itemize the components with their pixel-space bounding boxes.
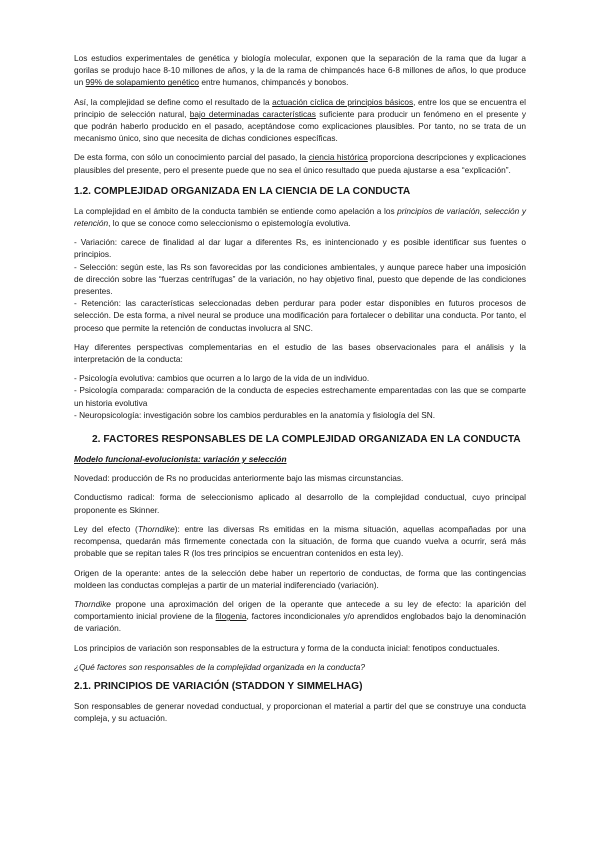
paragraph-complexity-definition (74, 96, 526, 145)
paragraph-historical-science (74, 151, 526, 175)
text: , factores incondicionales y/o aprendidos englobados bajo la denominación de variación. (74, 611, 527, 634)
text: Ley del efecto ( (74, 523, 138, 534)
list-item: - Neuropsicología: investigación sobre los cambios perdurables en la anatomía y fisiología del SN. (74, 409, 436, 420)
list-item: - Psicología evolutiva: cambios que ocurren a lo largo de la vida de un individuo. (74, 373, 370, 384)
underlined-term: 99% de solapamiento genético (85, 77, 200, 88)
paragraph-thorndike (74, 598, 526, 635)
list-item: - Psicología comparada: comparación de la conducta de especies estrechamente emparentadas con las que se comparte un historia evolutiva (74, 385, 526, 408)
subheading-model: Modelo funcional-evolucionista: variación y selección (74, 454, 287, 465)
paragraph-radical-behaviorism: Conductismo radical: forma de seleccionismo aplicado al desarrollo de la complejidad conductual, cuyo principal proponente es Skinner. (74, 492, 526, 515)
paragraph-genetics (74, 52, 526, 89)
underlined-term: actuación cíclica de principios básicos (272, 96, 414, 107)
list-item: - Variación: carece de finalidad al dar lugar a diferentes Rs, es inintencionado y es posible identificar sus fuentes o principios. (74, 237, 526, 260)
paragraph-law-of-effect (74, 523, 526, 560)
section-heading-2-1: 2.1. PRINCIPIOS DE VARIACIÓN (STADDON Y SIMMELHAG) (74, 680, 363, 692)
text: ): entre las diversas Rs emitidas en la misma situación, aquellas acompañadas por una recompensa, quedarán más firmemente conectada con la situación, de forma que cuando vuelva a ocurrir, será más probable que se repitan tales R (los tres principios se encuentran contenidos en esta ley). (74, 523, 526, 559)
text: entre humanos, chimpancés y bonobos. (199, 77, 349, 88)
text: proporciona descripciones y explicaciones plausibles del presente, pero el presente puede que no sea el único resultado que pueda ajustarse a esa “explicación”. (74, 152, 527, 175)
section-heading-1-2: 1.2. COMPLEJIDAD ORGANIZADA EN LA CIENCIA DE LA CONDUCTA (74, 185, 411, 197)
text: La complejidad en el ámbito de la conducta también se entiende como apelación a los (74, 205, 398, 216)
paragraph-novelty-generation: Son responsables de generar novedad conductual, y proporcionan el material a partir del que se construye una conducta compleja, y su actuación. (74, 700, 526, 724)
italic-term: principios de variación, selección y retención (74, 205, 526, 229)
list-item: - Retención: las características seleccionadas deben perdurar para poder estar disponibles en futuros procesos de selección. De esta forma, a nivel neural se produce una modificación para fortalecer o debilitar una conducta. Por tanto, el proceso que permite la retención de conductas involucra al SNC. (74, 298, 526, 333)
italic-term: Thorndike (74, 598, 111, 609)
text: , entre los que se encuentra el principio de selección natural, (74, 96, 526, 119)
underlined-term: bajo determinadas características (189, 108, 316, 119)
underlined-term: filogenia (215, 611, 247, 622)
principles-list (74, 236, 526, 334)
perspectives-list (74, 372, 526, 421)
paragraph-perspectives: Hay diferentes perspectivas complementarias en el estudio de las bases observacionales para el análisis y la interpretación de la conducta: (74, 341, 526, 365)
list-item: - Selección: según este, las Rs son favorecidas por las condiciones ambientales, y aunque parece haber una imposición de dirección sobre las “fuerzas centrífugas” de la variación, no hay objetivo final, puesto que depende de las condiciones presentes. (74, 261, 526, 297)
italic-term: Thorndike (137, 523, 175, 534)
text: , lo que se conoce como seleccionismo o epistemología evolutiva. (108, 218, 351, 229)
text: suficiente para producir un fenómeno en el presente y que podrán haberlo producido en el pasado, aceptándose como explicaciones plausibles. Por tanto, no se trata de un mecanismo único, sino que necesita de dichas condiciones específicas. (74, 108, 526, 144)
paragraph-selectionism (74, 205, 526, 229)
paragraph-question: ¿Qué factores son responsables de la complejidad organizada en la conducta? (74, 661, 366, 672)
paragraph-variation-principles: Los principios de variación son responsables de la estructura y forma de la conducta inicial: fenotipos conductuales. (74, 642, 500, 653)
text: De esta forma, con sólo un conocimiento parcial del pasado, la (74, 152, 309, 163)
underlined-term: ciencia histórica (308, 152, 368, 163)
paragraph-novelty: Novedad: producción de Rs no producidas anteriormente bajo las mismas circunstancias. (74, 473, 404, 484)
paragraph-operant-origin: Origen de la operante: antes de la selección debe haber un repertorio de conductas, de forma que las contingencias moldeen las conductas complejas a partir de un material indiferenciado (variación). (74, 567, 526, 590)
section-heading-2: 2. FACTORES RESPONSABLES DE LA COMPLEJIDAD ORGANIZADA EN LA CONDUCTA (92, 434, 521, 446)
text: propone una aproximación del origen de la operante que antecede a su ley de efecto: la aparición del comportamiento inicial proviene de la (74, 598, 526, 622)
text: Los estudios experimentales de genética y biología molecular, exponen que la separación de la rama que da lugar a gorilas se produjo hace 8-10 millones de años, y la de la rama de chimpancés hace 6-8 millones de años, lo que produce un (74, 53, 526, 88)
text: Así, la complejidad se define como el resultado de la (74, 96, 273, 107)
